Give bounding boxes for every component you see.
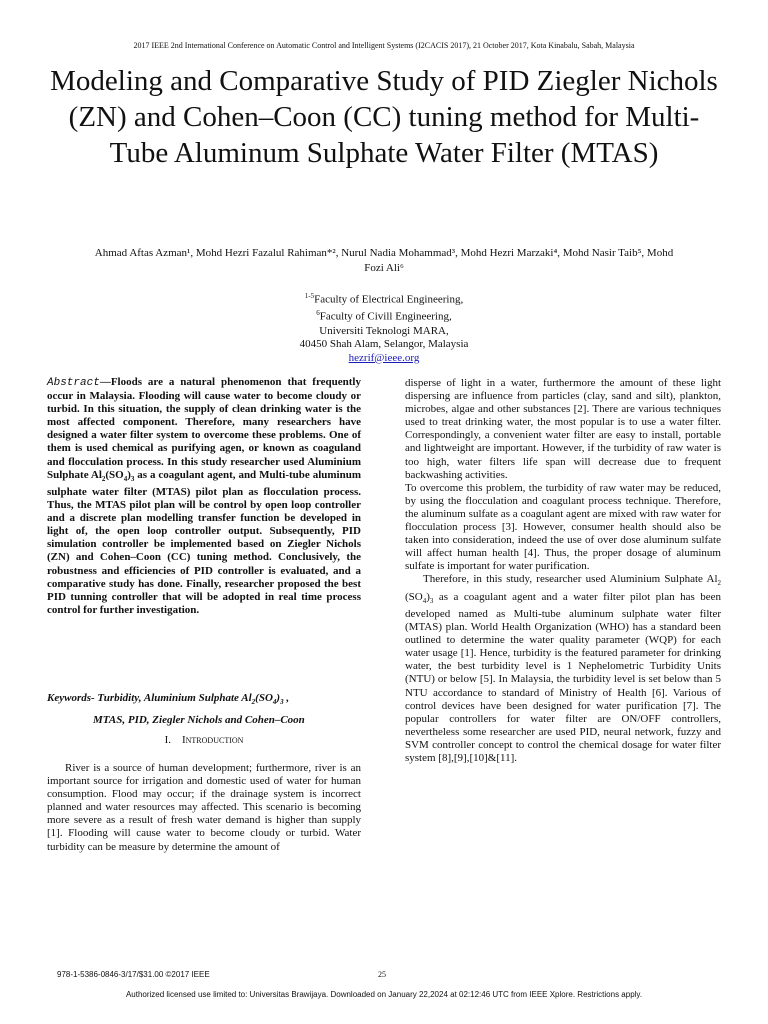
affiliation-line-4: 40450 Shah Alam, Selangor, Malaysia (299, 338, 469, 351)
abstract-text-1: Floods are a natural phenomenon that frequently occur in Malaysia. Flooding will cause water to become cloudy or turbid. In this situation, the supply of clean drinking water is the most affected component. Therefore, many researchers have designed a water filter system to overcome these problems. One of them is used chemical as purifying agen, or known as coaguland and flocculation process. In this study researcher used Aluminium Sulphate Al (47, 376, 361, 481)
right-paragraph-1: disperse of light in a water, furthermore the amount of these light dispersing are influence from particles (clay, sand and silt), plankton, microbes, algae and other substances [2]. There are various techniques used to treat drinking water, the most popular is to use a water filter. Correspondingly, a convenient water filter are easy to install, portable and lightweight are important. However, if the turbidity of raw water is too high, water filters life span will decrease due to frequent backwashing activities. (405, 377, 721, 481)
page-number: 25 (378, 970, 386, 979)
section-title: Introduction (181, 734, 244, 746)
intro-paragraph: River is a source of human development; furthermore, river is an important source for irrigation and domestic used of water for human consumption. Flood may occur; if the drainage system is incorrect planned and water resources may affected. This scenario is becoming more severe as a result of fresh water demand is higher than supply [1]. Flooding will cause water to become cloudy or turbid. Water turbidity can be measure by determine the amount of (47, 762, 361, 853)
abstract: Abstract—Floods are a natural phenomenon that frequently occur in Malaysia. Flooding will cause water to become cloudy or turbid. In this situation, the supply of clean drinking water is the most affected component. Therefore, many researchers have designed a water filter system to overcome these problems. One of them is used chemical as purifying agen, or known as coaguland and flocculation process. In this study researcher used Aluminium Sulphate $Al_2(SO_4)_3$ as a coagulant agent, and Multi-tube aluminum sulphate water filter (MTAS) pilot plan as flocculation process. Thus, the MTAS pilot plan will be control by open loop controller and a discrete plan modelling transfer function be developed in light of, the open loop controller output. Subsequently, PID simulation controller be implemented based on Ziegler Nichols (ZN) and Cohen–Coon (CC) tuning method. Conclusively, the robustness and efficiencies of PID controller is evaluated, and a comparative study has done. Finally, researcher proposed the best PID tunning controller that will be adopted in real time process control for further investigation. (47, 376, 361, 616)
email-link[interactable]: hezrif@ieee.org (348, 351, 420, 364)
right-column (405, 377, 721, 765)
affiliation-line-1: $^{1-5}$Faculty of Electrical Engineering, (304, 292, 464, 306)
abstract-text-2: as a coagulant agent, and Multi-tube aluminum sulphate water filter (MTAS) pilot plan as flocculation process. Thus, the MTAS pilot plan will be control by open loop controller and a discrete plan modelling transfer function be developed in light of, the open loop controller output. Subsequently, PID simulation controller be implemented based on Ziegler Nichols (ZN) and Cohen–Coon (CC) tuning method. Conclusively, the robustness and efficiencies of PID controller is evaluated, and a comparative study has done. Finally, researcher proposed the best PID tunning controller that will be adopted in real time process control for further investigation. (47, 468, 361, 616)
section-heading (47, 734, 361, 746)
conference-header: 2017 IEEE 2nd International Conference on Automatic Control and Intelligent Systems (I2CACIS 2017), 21 October 2017, Kota Kinabalu, Sabah, Malaysia (133, 41, 635, 50)
isbn-footer: 978-1-5386-0846-3/17/$31.00 ©2017 IEEE (57, 970, 210, 979)
right-paragraph-3: Therefore, in this study, researcher used Aluminium Sulphate $Al_2$ $(SO_4)_3$ as a coagulant agent and a water filter pilot plan has been developed named as Multi-tube aluminum sulphate water filter (MTAS) plan. World Health Organization (WHO) has a standard been outlined to determine the water quality parameter (WQP) for each water usage [1]. Hence, turbidity is the featured parameter for drinking water, the best turbidity level is 1 Nephelometric Turbidity Units (NTU) or below [5]. In Malaysia, the turbidity level is set below than 5 NTU accordance to standard of Ministry of Health [6]. Various of control devices have been designed for water purification [7]. The popular controllers for water filter are ON/OFF controllers, nevertheless some researcher are used PID, neural network, fuzzy and SVM controller concept to control the chemical dosage for water filter system [8],[9],[10]&[11]. (405, 573, 721, 764)
right-paragraph-2: To overcome this problem, the turbidity of raw water may be reduced, by using the flocculation and coagulant process technique. Therefore, the aluminum sulfate as a coagulant agent are mixed with raw water for flocculation process [3]. However, consumer health should also be taken into consideration, indeed the use of over dose aluminum sulfate will affect human health [4]. Thus, the proper dosage of aluminum sulfate is important for water purification. (405, 481, 721, 573)
author-list: Ahmad Aftas Azman¹, Mohd Hezri Fazalul Rahiman*², Nurul Nadia Mohammad³, Mohd Hezri Marzaki⁴, Mohd Nasir Taib⁵, Mohd Fozi Ali⁶ (94, 247, 674, 274)
section-number: I. (164, 734, 171, 746)
abstract-label: Abstract (47, 377, 100, 389)
keywords-line-2: MTAS, PID, Ziegler Nichols and Cohen–Coon (93, 714, 305, 727)
affiliation-line-2: $^6$Faculty of Civill Engineering, (316, 309, 452, 323)
paper-title: Modeling and Comparative Study of PID Ziegler Nichols (ZN) and Cohen–Coon (CC) tuning method for Multi-Tube Aluminum Sulphate Water Filter (MTAS) (50, 65, 718, 169)
affiliation-block (184, 290, 584, 365)
keywords: Keywords- Turbidity, Aluminium Sulphate $Al_2(SO_4)_3$ , MTAS, PID, Ziegler Nichols and Cohen–Coon (47, 689, 361, 729)
license-notice: Authorized licensed use limited to: Universitas Brawijaya. Downloaded on January 22,2024 at 02:12:46 UTC from IEEE Xplore. Restrictions apply. (125, 990, 643, 999)
affiliation-line-3: Universiti Teknologi MARA, (319, 324, 449, 337)
